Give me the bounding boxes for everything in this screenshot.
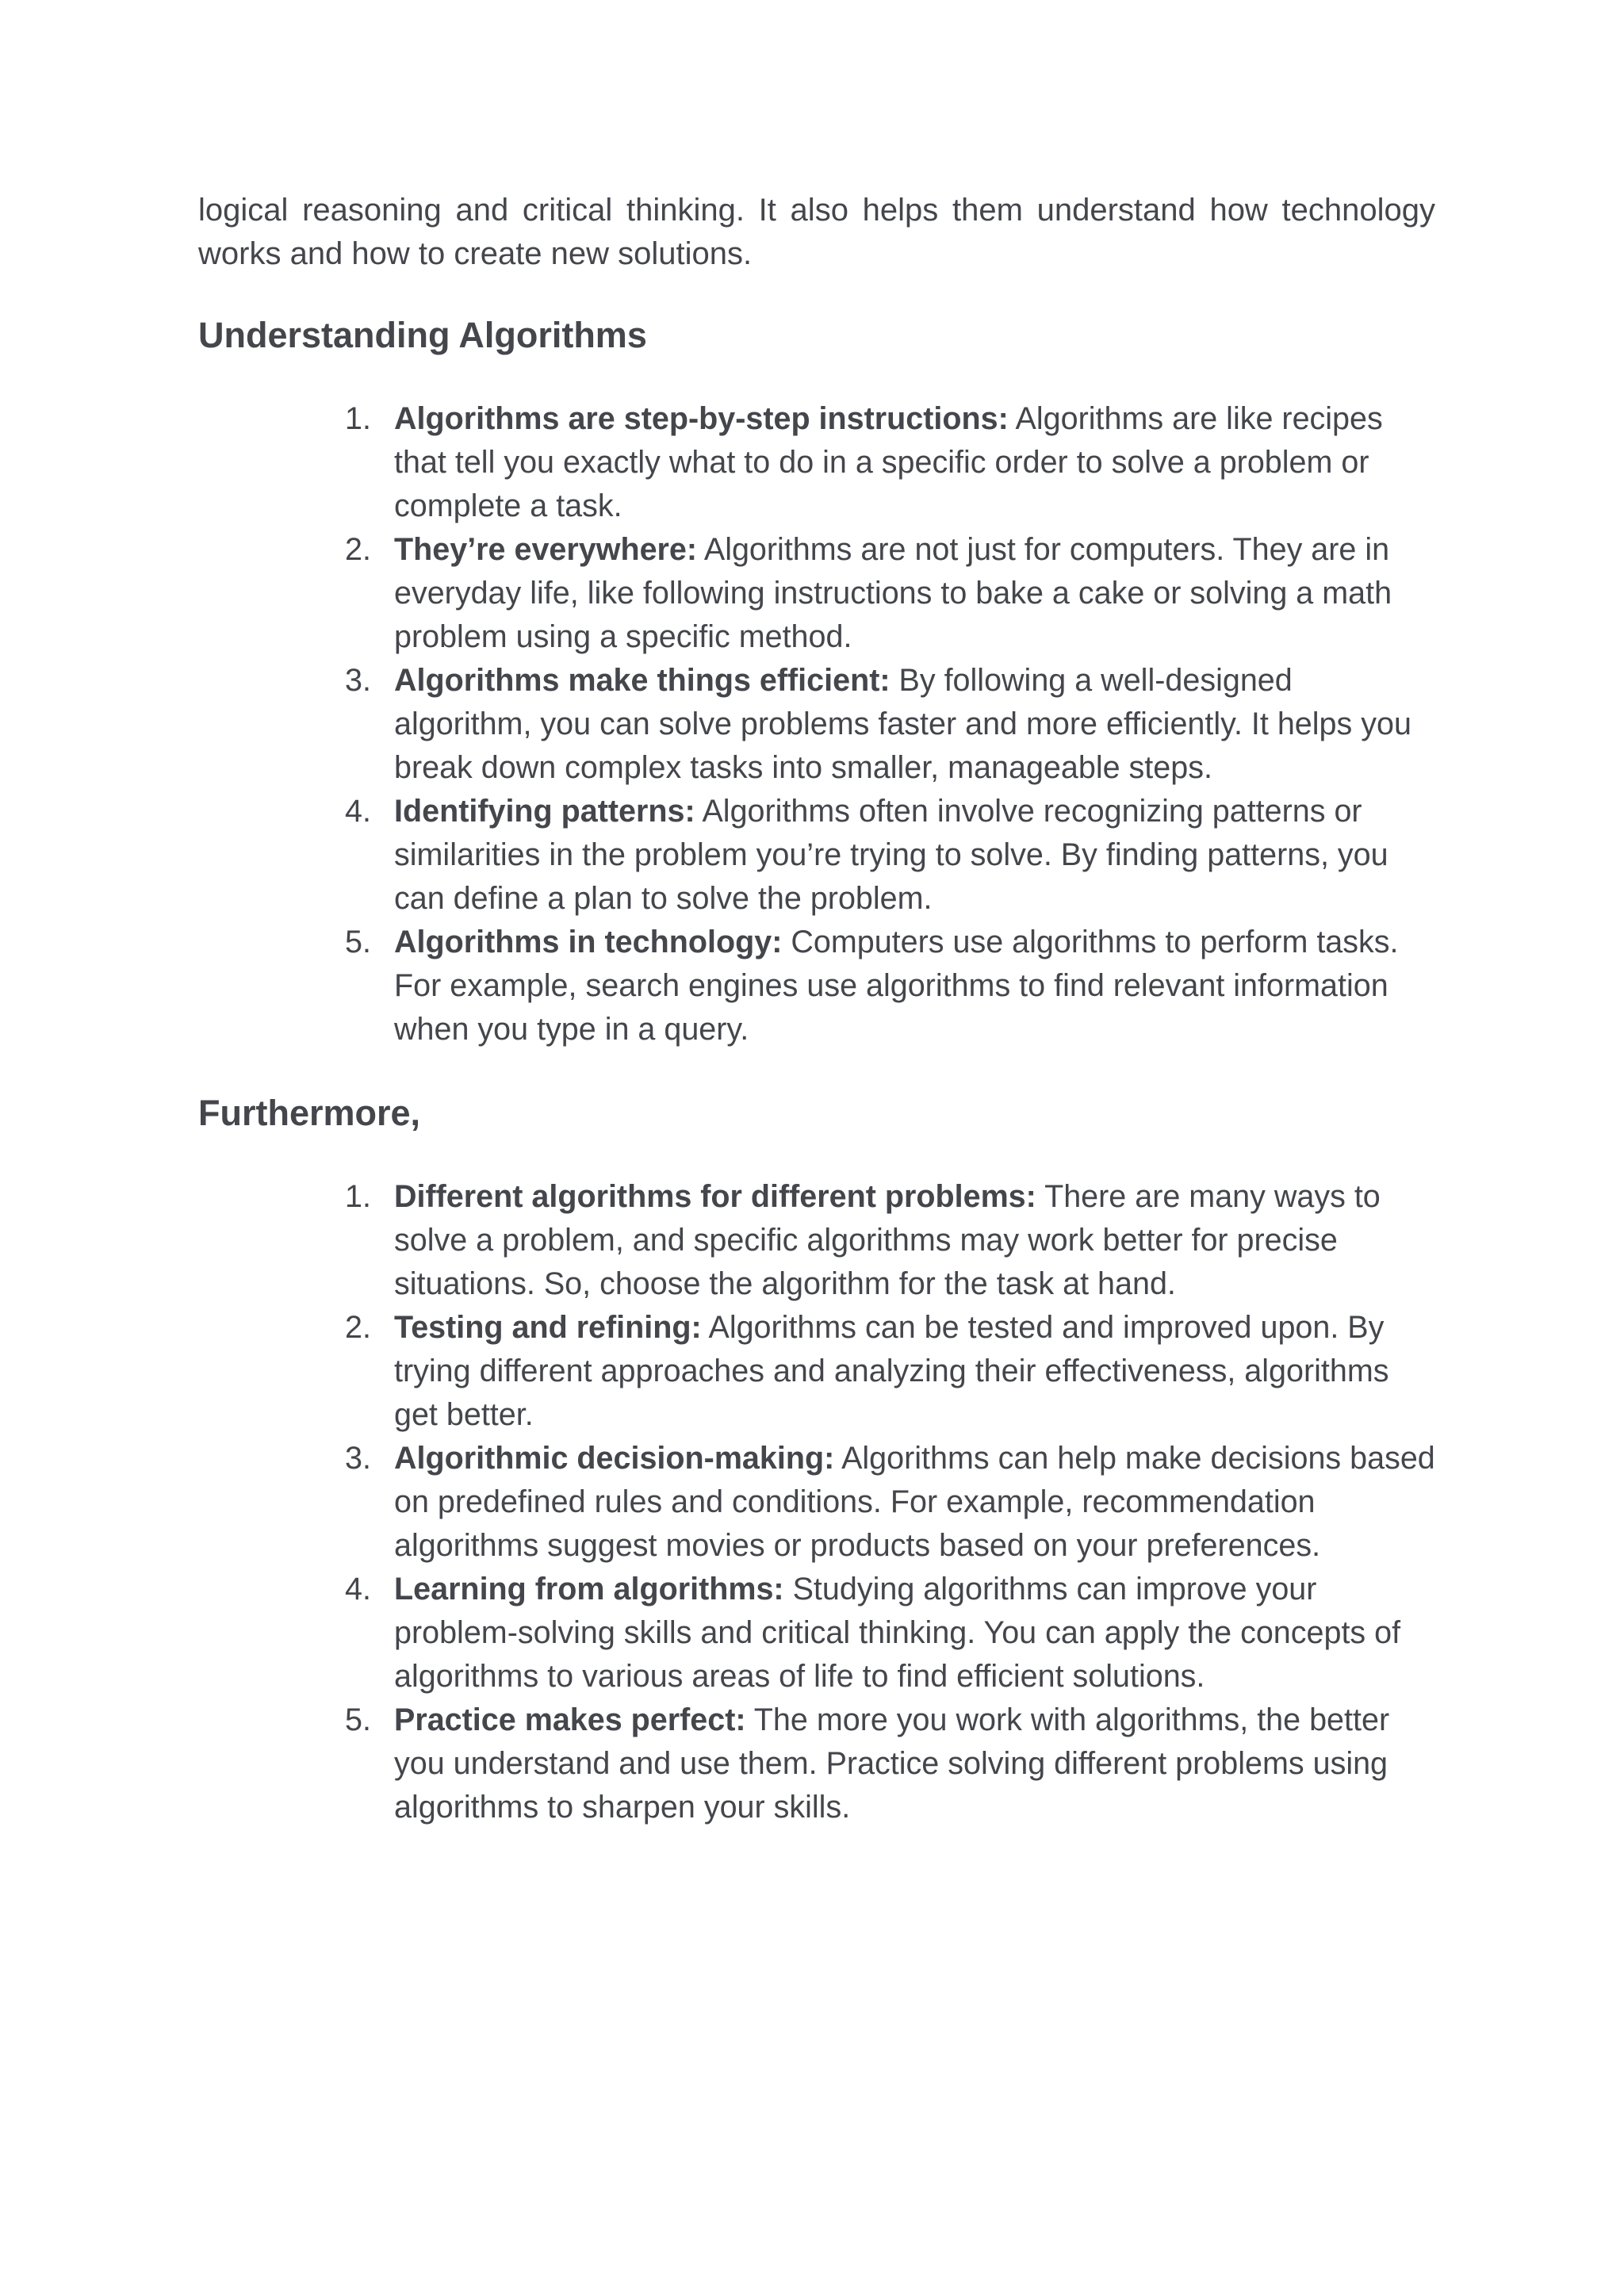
list-item	[345, 1437, 1435, 1568]
list-item-text: Studying algorithms can improve your problem-solving skills and critical thinking. You can apply the concepts of algorithms to various areas of life to find efficient solutions.	[394, 1572, 1401, 1694]
list-item-lead: Algorithms in technology:	[394, 925, 783, 959]
list-item-number: 3.	[345, 663, 371, 698]
list-item	[345, 659, 1435, 790]
list-item-text: Algorithms often involve recognizing patterns or similarities in the problem you’re trying to solve. By finding patterns, you can define a plan to solve the problem.	[394, 794, 1388, 916]
list-item-number: 1.	[345, 401, 371, 436]
list-item	[345, 921, 1435, 1051]
list-item-text: Algorithms are like recipes that tell you exactly what to do in a specific order to solve a problem or complete a task.	[394, 401, 1383, 523]
list-item	[345, 1175, 1435, 1306]
list-item	[345, 1698, 1435, 1829]
list-item-number: 2.	[345, 1310, 371, 1345]
list-item-number: 2.	[345, 532, 371, 567]
list-item-number: 1.	[345, 1179, 371, 1214]
list-item-number: 4.	[345, 794, 371, 829]
section-heading-understanding-algorithms: Understanding Algorithms	[198, 315, 647, 355]
list-item	[345, 790, 1435, 921]
list-item	[345, 528, 1435, 659]
list-item-text: Algorithms are not just for computers. They are in everyday life, like following instructions to bake a cake or solving a math problem using a specific method.	[394, 532, 1392, 654]
list-item-lead: Algorithmic decision-making:	[394, 1441, 835, 1476]
list-item-number: 5.	[345, 1702, 371, 1737]
document-page	[198, 189, 1435, 1829]
list-item	[345, 1568, 1435, 1698]
intro-paragraph: logical reasoning and critical thinking. It also helps them understand how technology works and how to create new solutions.	[198, 193, 1435, 271]
list-item-text: Algorithms can be tested and improved upon. By trying different approaches and analyzing their effectiveness, algorithms get better.	[394, 1310, 1389, 1432]
list-item-lead: Algorithms are step-by-step instructions:	[394, 401, 1009, 436]
list-item-lead: Algorithms make things efficient:	[394, 663, 891, 698]
list-item-lead: Different algorithms for different problems:	[394, 1179, 1036, 1214]
list-item-lead: Learning from algorithms:	[394, 1572, 784, 1607]
list-item-lead: Identifying patterns:	[394, 794, 695, 829]
list-item-text: Algorithms can help make decisions based on predefined rules and conditions. For example, recommendation algorithms suggest movies or products based on your preferences.	[394, 1441, 1435, 1563]
section-heading-furthermore: Furthermore,	[198, 1093, 421, 1133]
list-item-number: 3.	[345, 1441, 371, 1476]
list-item-text: The more you work with algorithms, the better you understand and use them. Practice solving different problems using algorithms to sharpen your skills.	[394, 1702, 1390, 1825]
furthermore-list	[198, 1175, 1435, 1829]
list-item	[345, 1306, 1435, 1437]
list-item-text: Computers use algorithms to perform tasks. For example, search engines use algorithms to find relevant information when you type in a query.	[394, 925, 1399, 1047]
list-item-number: 5.	[345, 925, 371, 959]
understanding-algorithms-list	[198, 397, 1435, 1051]
list-item-text: By following a well-designed algorithm, you can solve problems faster and more efficiently. It helps you break down complex tasks into smaller, manageable steps.	[394, 663, 1411, 785]
list-item-lead: Practice makes perfect:	[394, 1702, 746, 1737]
list-item-lead: Testing and refining:	[394, 1310, 702, 1345]
list-item-number: 4.	[345, 1572, 371, 1607]
list-item	[345, 397, 1435, 528]
list-item-lead: They’re everywhere:	[394, 532, 698, 567]
list-item-text: There are many ways to solve a problem, and specific algorithms may work better for precise situations. So, choose the algorithm for the task at hand.	[394, 1179, 1381, 1301]
